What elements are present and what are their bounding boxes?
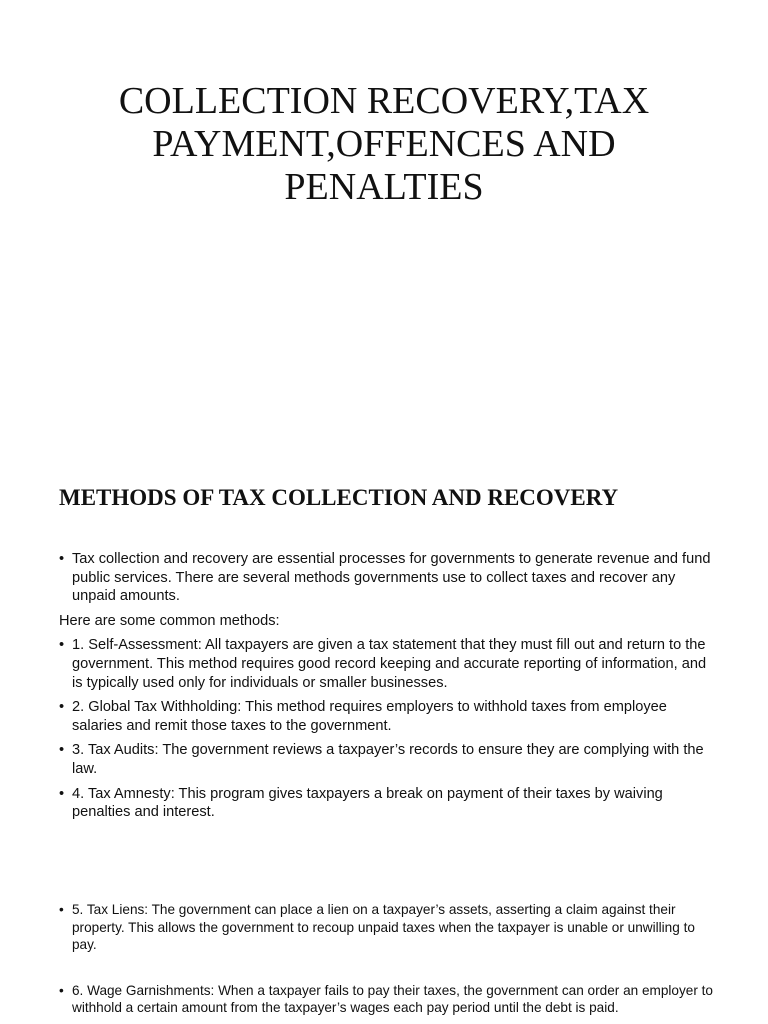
method-item — [59, 741, 719, 778]
bullet-marker: • — [59, 742, 65, 759]
method-item — [59, 698, 719, 735]
bullet-text: 6. Wage Garnishments: When a taxpayer fails to pay their taxes, the government can order an employer to withhold a certain amount from the taxpayer’s wages each pay period until the debt is paid. — [72, 982, 713, 1016]
bullet-marker: • — [59, 551, 65, 567]
methods-continued-body — [59, 901, 719, 1024]
methods-body — [59, 550, 719, 828]
method-item — [59, 636, 719, 692]
intro-bullet — [59, 550, 719, 606]
bullet-text: Tax collection and recovery are essential processes for governments to generate revenue and fund public services. There are several methods governments use to collect taxes and recover any unpaid amounts. — [72, 551, 711, 605]
method-item — [59, 901, 719, 954]
method-item — [59, 982, 719, 1017]
bullet-text: 4. Tax Amnesty: This program gives taxpayers a break on payment of their taxes by waiving penalties and interest. — [72, 785, 663, 821]
bullet-text: 2. Global Tax Withholding: This method requires employers to withhold taxes from employee salaries and remit those taxes to the government. — [72, 699, 667, 734]
slide-title: COLLECTION RECOVERY,TAX PAYMENT,OFFENCES AND PENALTIES — [118, 80, 650, 208]
bullet-marker: • — [59, 785, 65, 802]
bullet-marker: • — [59, 902, 64, 917]
bullet-text: 3. Tax Audits: The government reviews a taxpayer’s records to ensure they are complying with the law. — [72, 742, 704, 777]
section-heading: METHODS OF TAX COLLECTION AND RECOVERY — [59, 485, 619, 510]
method-item — [59, 785, 719, 822]
bullet-marker: • — [59, 699, 65, 716]
bullet-marker: • — [59, 637, 65, 654]
bullet-marker: • — [59, 982, 64, 998]
bullet-text: 1. Self-Assessment: All taxpayers are given a tax statement that they must fill out and return to the government. This method requires good record keeping and accurate reporting of information, and is typically used only for individuals or smaller businesses. — [72, 637, 707, 691]
lead-in-text: Here are some common methods: — [59, 612, 280, 629]
bullet-text: 5. Tax Liens: The government can place a lien on a taxpayer’s assets, asserting a claim against their property. This allows the government to recoup unpaid taxes when the taxpayer is unable or unwilling to pay. — [72, 902, 695, 953]
